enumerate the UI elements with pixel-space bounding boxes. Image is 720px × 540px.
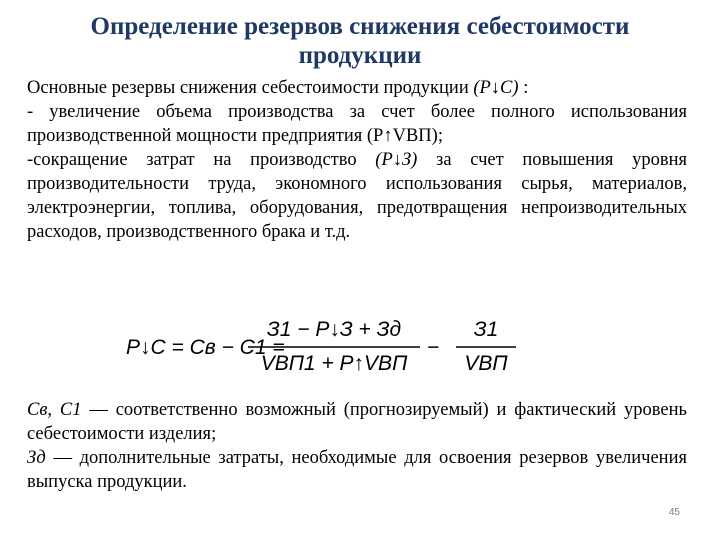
formula-minus: −	[426, 336, 440, 359]
formula-lhs: P↓C = Cв − C1 =	[126, 336, 285, 359]
definition-cost-levels	[27, 398, 687, 446]
intro-prefix: Основные резервы снижения себестоимости продукции	[27, 78, 474, 98]
def2-text: — дополнительные затраты, необходимые для освоения резервов увеличения выпуска продукции.	[27, 448, 687, 492]
cost-reduction-formula	[126, 312, 596, 382]
item2-suffix: за счет повышения уровня производительности труда, экономного использования сырья, материалов, электроэнергии, топлива, оборудования, предотвращения непроизводительных расходов, производственного брака и т.д.	[27, 150, 687, 242]
formula-numerator-2: З1	[473, 318, 499, 341]
def1-symbols: Св, С1	[27, 400, 82, 420]
list-item-cost-reduction	[27, 148, 687, 244]
intro-symbol: (Р↓С)	[473, 78, 519, 98]
definitions	[27, 398, 687, 494]
formula-numerator-1: З1 − P↓З + Зд	[266, 318, 402, 341]
slide-title: Определение резервов снижения себестоимости продукции	[90, 13, 630, 69]
def2-symbol: Зд	[27, 448, 46, 468]
item2-prefix: -сокращение затрат на производство	[27, 150, 376, 170]
definition-additional-costs	[27, 446, 687, 494]
intro-suffix: :	[518, 78, 529, 98]
slide-body	[27, 76, 687, 244]
item2-symbol: (Р↓З)	[375, 150, 418, 170]
formula-denominator-2: VВП	[464, 352, 508, 375]
list-item-production-volume: - увеличение объема производства за счет более полного использования производственной мощности предприятия (Р↑VВП);	[27, 102, 687, 146]
page-number: 45	[668, 507, 680, 518]
intro-line	[27, 76, 687, 100]
formula-denominator-1: VВП1 + P↑VВП	[260, 352, 408, 375]
def1-text: — соответственно возможный (прогнозируемый) и фактический уровень себестоимости изделия;	[27, 400, 687, 444]
